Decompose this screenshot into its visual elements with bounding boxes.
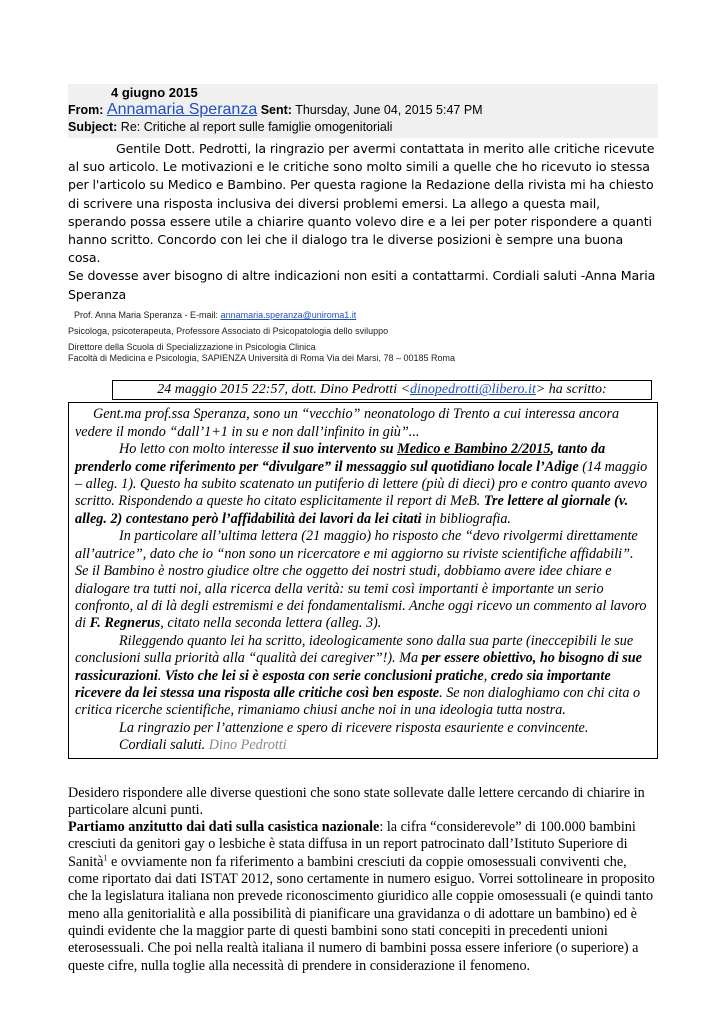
quote-text: (14 maggio – alleg. 1). Questo ha subito scatenato un putiferio di lettere (più di dieci) pro e contro quanto avevo scritto. Rispondendo a queste ho citato esplicitamente il report di MeB. bbox=[75, 458, 648, 510]
body-paragraph-1: Gentile Dott. Pedrotti, la ringrazio per avermi contattata in merito alle critiche ricevute al suo articolo. Le motivazioni e le critiche sono molto simili a quelle che ho ricevuto io stessa per l'articolo su Medico e Bambino. Per questa ragione la Redazione della rivista mi ha chiesto di scrivere una risposta inclusiva dei diversi problemi emersi. La allego a questa mail, sperando possa essere utile a chiarire quanto volevo dire e a lei per poter rispondere a quanti hanno scritto. Concordo con lei che il dialogo tra le diverse posizioni è sempre una buona cosa. bbox=[68, 141, 655, 266]
reply-paragraph-1: Desidero rispondere alle diverse questioni che sono state sollevate dalle lettere cercando di chiarire in particolare alcuni punti. bbox=[68, 784, 645, 818]
quote-text: Cordiali saluti. bbox=[119, 737, 209, 754]
quote-text: . Se non dialoghiamo con chi cita o critica ricerche scientifiche, rimaniamo chiusi anche noi in una ideologia tutta nostra. bbox=[75, 684, 641, 719]
document-page bbox=[68, 84, 658, 975]
email-date: 4 giugno 2015 bbox=[111, 85, 198, 100]
quote-bold: F. Regnerus bbox=[89, 615, 161, 632]
signature-name-line bbox=[74, 310, 658, 320]
sent-label: Sent: bbox=[260, 103, 292, 117]
quote-header-prefix: 24 maggio 2015 22:57, dott. Dino Pedrotti < bbox=[157, 382, 411, 398]
body-paragraph-2: Se dovesse aver bisogno di altre indicazioni non esiti a contattarmi. Cordiali saluti -Anna Maria Speranza bbox=[68, 268, 656, 302]
quote-header bbox=[112, 380, 652, 400]
signature-block bbox=[68, 326, 658, 365]
quote-text: Rileggendo quanto lei ha scritto, ideologicamente sono dalla sua parte (ineccepibili le sue conclusioni sulla priorità alla “qualità dei caregiver”!). Ma bbox=[75, 632, 634, 667]
quote-bold: , tanto da prenderlo come riferimento per “divulgare” il messaggio sul quotidiano locale l’Adige bbox=[75, 441, 606, 475]
from-label: From: bbox=[68, 103, 104, 117]
quote-bold: credo sia importante ricevere da lei stessa una risposta alle critiche così ben esposte bbox=[75, 667, 611, 701]
subject-value: Re: Critiche al report sulle famiglie omogenitoriali bbox=[120, 120, 393, 134]
reply-bold: Partiamo anzitutto dai dati sulla casistica nazionale bbox=[68, 819, 380, 836]
quote-paragraph-1: Gent.ma prof.ssa Speranza, sono un “vecchio” neonatologo di Trento a cui interessa ancora vedere il mondo “dall’1+1 in su e non dall’infinito in giù”... bbox=[75, 406, 620, 440]
quote-header-suffix: > ha scritto: bbox=[535, 382, 607, 398]
quote-signature: Dino Pedrotti bbox=[208, 737, 287, 754]
subject-line bbox=[68, 119, 658, 136]
reply-text-span: : la cifra “considerevole” di 100.000 bambini cresciuti da genitori gay o lesbiche è stata diffusa in un report patrocinato dall’Istituto Superiore di Sanità bbox=[68, 819, 636, 870]
email-body bbox=[68, 140, 658, 304]
signature-line-2: Direttore della Scuola di Specializzazione in Psicologia Clinica bbox=[68, 342, 316, 353]
quoted-message bbox=[68, 402, 658, 758]
quote-paragraph-4 bbox=[75, 633, 649, 720]
quote-bold: Tre lettere al giornale (v. alleg. 2) contestano però l’affidabilità dei lavori da lei citati bbox=[75, 493, 629, 527]
quote-bold: per essere obiettivo, ho bisogno di sue rassicurazioni bbox=[75, 650, 642, 684]
from-name-link[interactable]: Annamaria Speranza bbox=[106, 101, 258, 118]
signature-email-link[interactable]: annamaria.speranza@uniroma1.it bbox=[220, 309, 357, 320]
email-header bbox=[68, 84, 658, 138]
quote-paragraph-3 bbox=[75, 528, 649, 632]
sent-value: Thursday, June 04, 2015 5:47 PM bbox=[295, 103, 483, 117]
quote-paragraph-6 bbox=[75, 737, 649, 754]
quote-text: In particolare all’ultima lettera (21 maggio) ho risposto che “devo rivolgermi direttamente all’autrice”, dato che io “non sono un ricercatore e mi aggiorno su riviste scientifiche affidabili”. Se il Bambino è nostro giudice oltre che oggetto dei nostri studi, dobbiamo avere idee chiare e dialogare tra tutti noi, alla ricerca della verità: su temi così importanti è importante un serio confronto, al di là degli estremismi e dei fondamentalismi. Anche oggi ricevo un commento al lavoro di bbox=[75, 528, 647, 632]
quote-text: , citato nella seconda lettera (alleg. 3). bbox=[160, 615, 382, 632]
quote-email-link[interactable]: dinopedrotti@libero.it bbox=[410, 382, 536, 398]
quote-bold: il suo intervento su bbox=[282, 441, 398, 458]
quote-bold-underline: Medico e Bambino 2/2015 bbox=[397, 441, 551, 458]
quote-text: Ho letto con molto interesse bbox=[119, 441, 282, 458]
from-line bbox=[68, 101, 658, 119]
signature-line-3: Facoltà di Medicina e Psicologia, SAPIENZA Università di Roma Via dei Marsi, 78 – 00185 Roma bbox=[68, 353, 456, 364]
quote-paragraph-2 bbox=[75, 441, 649, 528]
quote-text: in bibliografia. bbox=[421, 510, 511, 527]
quote-bold: Visto che lei si è esposta con serie conclusioni pratiche bbox=[164, 667, 484, 684]
quote-text: , bbox=[483, 667, 491, 684]
signature-name: Prof. Anna Maria Speranza - E-mail: bbox=[74, 309, 221, 320]
subject-label: Subject: bbox=[68, 120, 118, 134]
reply-text-span: e ovviamente non fa riferimento a bambini cresciuti da coppie omosessuali conviventi che, come riportato dai dati ISTAT 2012, sono certamente in numero esiguo. Vorrei sottolineare in proposito che la legislatura italiana non prevede riconoscimento giuridico alle coppie omosessuali (e quindi tanto meno alla genitorialità e alla possibilità di pianificare una gravidanza o di adottare un bambino) ed è quindi evidente che la maggior parte di questi bambini sono stati concepiti in precedenti unioni eterosessuali. Che poi nella realtà italiana il numero di bambini possa essere inferiore (o superiore) a queste cifre, nulla toglie alla necessità di prendere in considerazione il fenomeno. bbox=[68, 853, 655, 974]
reply-paragraph-2 bbox=[68, 819, 658, 975]
reply-text bbox=[68, 785, 658, 975]
quote-paragraph-5: La ringrazio per l’attenzione e spero di ricevere risposta esauriente e convincente. bbox=[119, 719, 589, 736]
signature-line-1: Psicologa, psicoterapeuta, Professore Associato di Psicopatologia dello sviluppo bbox=[68, 325, 389, 336]
quote-text: . bbox=[157, 667, 165, 684]
footnote-marker: 1 bbox=[103, 853, 108, 863]
